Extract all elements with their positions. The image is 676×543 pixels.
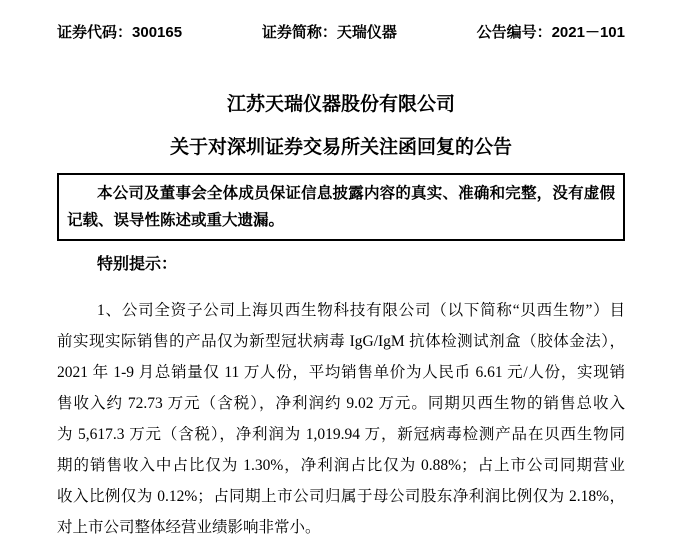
text-line: 前实现实际销售的产品仅为新型冠状病毒 IgG/IgM 抗体检测试剂盒（胶体金法）， — [57, 333, 625, 350]
text-line: 对上市公司整体经营业绩影响非常小。 — [57, 519, 321, 536]
stock-code-value: 300165 — [132, 24, 183, 41]
disclaimer-box — [57, 173, 625, 241]
stock-code-item — [57, 24, 182, 41]
notice-number-item — [477, 24, 625, 41]
stock-abbr-value: 天瑞仪器 — [336, 24, 397, 41]
text-line: 为 5,617.3 万元（含税），净利润为 1,019.94 万，新冠病毒检测产品在贝西生物同 — [57, 426, 625, 443]
text-line: 收入比例仅为 0.12%；占同期上市公司归属于母公司股东净利润比例仅为 2.18%， — [57, 488, 625, 505]
special-note-heading: 特别提示： — [97, 256, 178, 273]
stock-abbr-label: 证券简称： — [261, 24, 337, 41]
stock-code-label: 证券代码： — [57, 24, 133, 41]
text-line: 期的销售收入中占比仅为 1.30%，净利润占比仅为 0.88%；占上市公司同期营业 — [57, 457, 625, 474]
stock-abbr-item — [262, 24, 397, 41]
text-line: 记载、误导性陈述或重大遗漏。 — [67, 212, 285, 229]
text-line: 2021 年 1-9 月总销量仅 11 万人份，平均销售单价为人民币 6.61 元/人份，实现销 — [57, 364, 625, 381]
text-line: 本公司及董事会全体成员保证信息披露内容的真实、准确和完整，没有虚假 — [97, 185, 615, 202]
document-header — [57, 0, 625, 41]
announcement-body-paragraph — [57, 295, 625, 543]
notice-number-value: 2021－101 — [551, 24, 625, 41]
company-name-title: 江苏天瑞仪器股份有限公司 — [226, 94, 455, 115]
text-line: 售收入约 72.73 万元（含税），净利润约 9.02 万元。同期贝西生物的销售总收入 — [57, 395, 625, 412]
announcement-title: 关于对深圳证券交易所关注函回复的公告 — [169, 137, 512, 158]
notice-number-label: 公告编号： — [476, 24, 552, 41]
text-line: 1、公司全资子公司上海贝西生物科技有限公司（以下简称“贝西生物”）目 — [97, 302, 625, 319]
